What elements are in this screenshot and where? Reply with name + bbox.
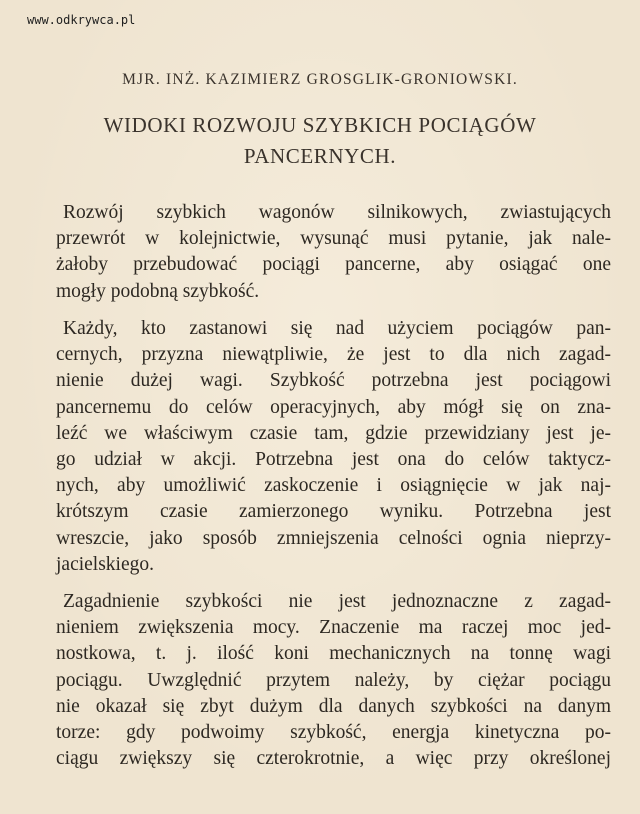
text-line: Każdy, kto zastanowi się nad użyciem pociągów pan- (63, 318, 611, 339)
text-line: przewrót w kolejnictwie, wysunąć musi pytanie, jak nale- (56, 228, 611, 250)
title-line-2: PANCERNYCH. (243, 144, 397, 168)
text-line: Rozwój szybkich wagonów silnikowych, zwiastujących (63, 202, 611, 223)
author-byline: MJR. INŻ. KAZIMIERZ GROSGLIK-GRONIOWSKI. (122, 71, 518, 88)
text-line: cernych, przyzna niewątpliwie, że jest to dla nich zagad- (56, 344, 611, 366)
text-line: mogły podobną szybkość. (56, 280, 260, 302)
text-line: torze: gdy podwoimy szybkość, energja kinetyczna po- (56, 721, 611, 743)
text-line: pancernemu do celów operacyjnych, aby mógł się on zna- (56, 396, 611, 418)
paragraph-1 (56, 200, 611, 305)
text-line: żałoby przebudować pociągi pancerne, aby osiągać one (56, 254, 611, 276)
text-line: leźć we właściwym czasie tam, gdzie przewidziany jest je- (56, 422, 611, 444)
text-line: krótszym czasie zamierzonego wyniku. Potrzebna jest (56, 501, 611, 523)
paragraph-2 (56, 316, 611, 578)
article-title (0, 110, 640, 172)
text-line: Zagadnienie szybkości nie jest jednoznaczne z zagad- (63, 591, 611, 612)
watermark: www.odkrywca.pl (27, 13, 136, 27)
text-line: nie okazał się zbyt dużym dla danych szybkości na danym (56, 695, 611, 717)
text-line: go udział w akcji. Potrzebna jest ona do celów taktycz- (56, 448, 611, 470)
text-line: nostkowa, t. j. ilość koni mechanicznych na tonnę wagi (56, 643, 611, 665)
text-line: nych, aby umożliwić zaskoczenie i osiągnięcie w jak naj- (56, 475, 611, 497)
text-line: pociągu. Uwzględnić przytem należy, by ciężar pociągu (56, 669, 611, 691)
title-line-1: WIDOKI ROZWOJU SZYBKICH POCIĄGÓW (103, 113, 537, 137)
text-line: wreszcie, jako sposób zmniejszenia celności ognia nieprzy- (56, 527, 611, 549)
text-line: jacielskiego. (56, 553, 155, 575)
text-line: nienie dużej wagi. Szybkość potrzebna jest pociągowi (56, 370, 611, 392)
text-line: ciągu zwiększy się czterokrotnie, a więc przy określonej (56, 748, 611, 770)
paragraph-3 (56, 589, 611, 772)
text-line: nieniem zwiększenia mocy. Znaczenie ma raczej moc jed- (56, 617, 611, 639)
